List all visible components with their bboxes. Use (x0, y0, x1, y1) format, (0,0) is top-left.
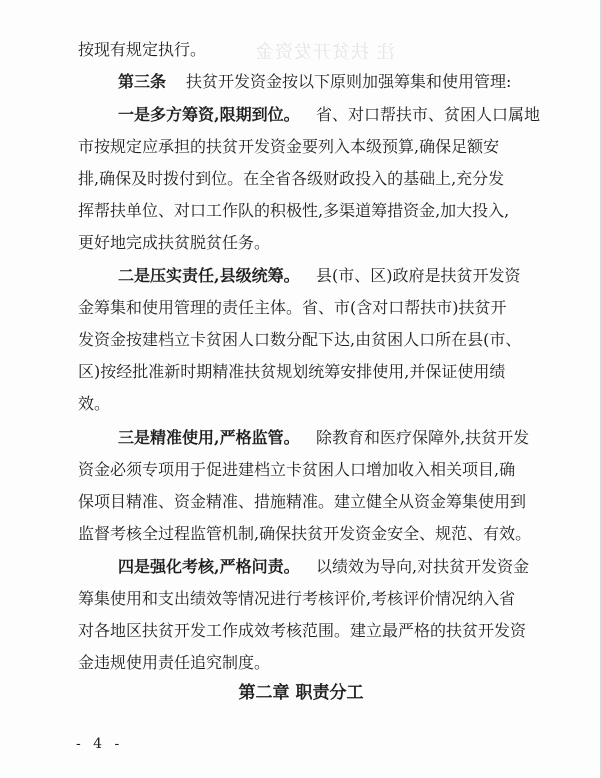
paragraph-lead: 三是精准使用,严格监管。 (118, 428, 300, 447)
text-line: 对各地区扶贫开发工作成效考核范围。建立最严格的扶贫开发资 (78, 621, 527, 640)
text-line: 扶贫开发资金按以下原则加强筹集和使用管理: (186, 72, 512, 91)
text-line: 挥帮扶单位、对口工作队的积极性,多渠道筹措资金,加大投入, (78, 201, 510, 220)
text-line: 按现有规定执行。 (78, 40, 207, 59)
text-line: 以绩效为导向,对扶贫开发资金 (316, 557, 530, 576)
text-line: 发资金按建档立卡贫困人口数分配下达,由贫困人口所在县(市、 (78, 330, 522, 349)
text-line: 除教育和医疗保障外,扶贫开发 (316, 428, 530, 447)
text-line: 效。 (78, 394, 111, 413)
text-line: 监督考核全过程监管机制,确保扶贫开发资金安全、规范、有效。 (78, 524, 532, 543)
paragraph-lead: 一是多方筹资,限期到位。 (118, 105, 300, 124)
article-label: 第三条 (118, 72, 167, 91)
text-line: 金违规使用责任追究制度。 (78, 653, 271, 672)
paragraph-lead: 四是强化考核,严格问责。 (118, 557, 300, 576)
text-line: 市按规定应承担的扶贫开发资金要列入本级预算,确保足额安 (78, 137, 500, 156)
text-line: 区)按经批准新时期精准扶贫规划统筹安排使用,并保证使用绩 (78, 362, 506, 381)
text-line: 更好地完成扶贫脱贫任务。 (78, 233, 271, 252)
text-line: 排,确保及时拨付到位。在全省各级财政投入的基础上,充分发 (78, 169, 505, 188)
text-line: 筹集使用和支出绩效等情况进行考核评价,考核评价情况纳入省 (78, 589, 516, 608)
paragraph-lead: 二是压实责任,县级统筹。 (118, 266, 300, 285)
chapter-heading: 第二章 职责分工 (238, 683, 364, 703)
text-line: 县(市、区)政府是扶贫开发资 (316, 266, 521, 285)
page-number: - 4 - (76, 736, 124, 752)
bleed-through-text: 注 扶贫开发资金 (255, 42, 395, 63)
text-line: 资金必须专项用于促进建档立卡贫困人口增加收入相关项目,确 (78, 460, 516, 479)
text-line: 省、对口帮扶市、贫困人口属地 (316, 105, 541, 124)
text-line: 金筹集和使用管理的责任主体。省、市(含对口帮扶市)扶贫开 (78, 298, 507, 317)
text-line: 保项目精准、资金精准、措施精准。建立健全从资金筹集使用到 (78, 492, 527, 511)
